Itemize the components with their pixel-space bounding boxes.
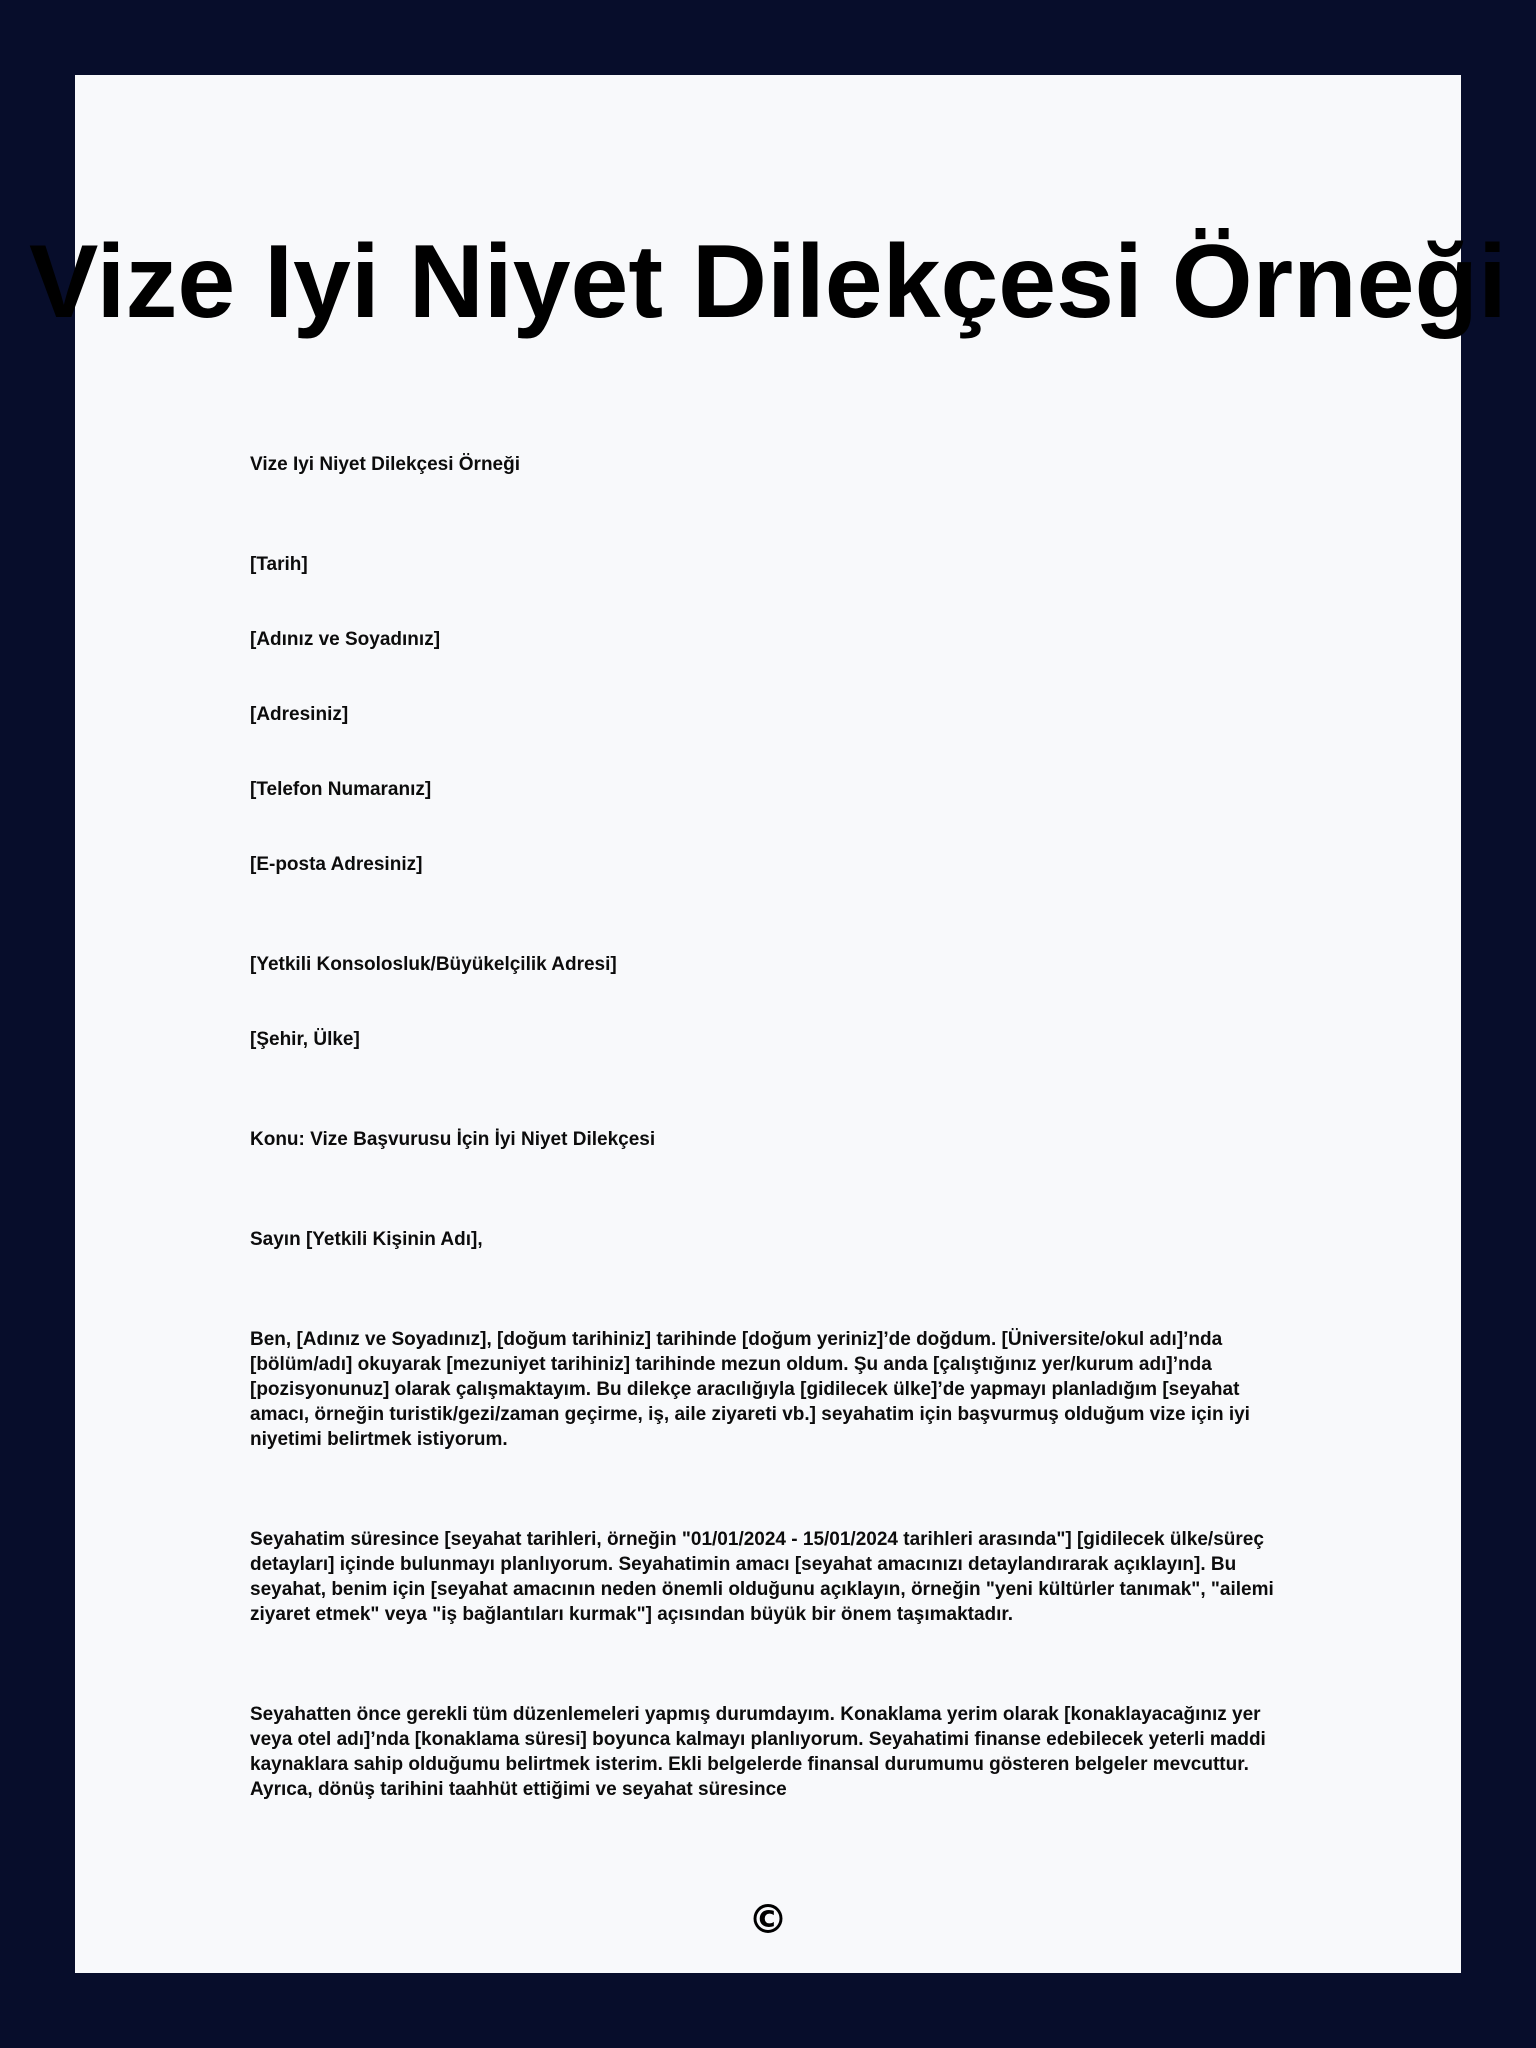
letter-paragraph-2: Seyahatim süresince [seyahat tarihleri, örneğin "01/01/2024 - 15/01/2024 tarihleri arasında"] [gidilecek ülke/süreç detayları] içinde bulunmayı planlıyorum. Seyahatimin amacı [seyahat amacınızı detaylandırarak açıklayın]. Bu seyahat, benim için [seyahat amacının neden önemli olduğunu açıklayın, örneğin "yeni kültürler tanımak", "ailemi ziyaret etmek" veya "iş bağlantıları kurmak"] açısından büyük bir önem taşımaktadır. bbox=[250, 1529, 1274, 1625]
letter-body bbox=[250, 452, 1290, 1802]
sender-name: [Adınız ve Soyadınız] bbox=[250, 629, 441, 650]
letter-heading: Vize Iyi Niyet Dilekçesi Örneği bbox=[250, 454, 520, 475]
sender-address: [Adresiniz] bbox=[250, 704, 349, 725]
recipient-address: [Yetkili Konsolosluk/Büyükelçilik Adresi] bbox=[250, 954, 617, 975]
copyright-icon: © bbox=[748, 1897, 788, 1943]
sender-email: [E-posta Adresiniz] bbox=[250, 854, 423, 875]
sender-phone: [Telefon Numaranız] bbox=[250, 779, 432, 800]
letter-subject: Konu: Vize Başvurusu İçin İyi Niyet Dilekçesi bbox=[250, 1129, 656, 1150]
page-title: Vize Iyi Niyet Dilekçesi Örneği bbox=[29, 224, 1507, 340]
letter-paragraph-1: Ben, [Adınız ve Soyadınız], [doğum tarihiniz] tarihinde [doğum yeriniz]’de doğdum. [Üniversite/okul adı]’nda [bölüm/adı] okuyarak [mezuniyet tarihiniz] tarihinde mezun oldum. Şu anda [çalıştığınız yer/kurum adı]’nda [pozisyonunuz] olarak çalışmaktayım. Bu dilekçe aracılığıyla [gidilecek ülke]’de yapmayı planladığım [seyahat amacı, örneğin turistik/gezi/zaman geçirme, iş, aile ziyareti vb.] seyahatim için başvurmuş olduğum vize için iyi niyetimi belirtmek istiyorum. bbox=[250, 1329, 1250, 1450]
letter-paragraph-3: Seyahatten önce gerekli tüm düzenlemeleri yapmış durumdayım. Konaklama yerim olarak [konaklayacağınız yer veya otel adı]’nda [konaklama süresi] boyunca kalmayı planlıyorum. Seyahatimi finanse edebilecek yeterli maddi kaynaklara sahip olduğumu belirtmek isterim. Ekli belgelerde finansal durumumu gösteren belgeler mevcuttur. Ayrıca, dönüş tarihini taahhüt ettiğimi ve seyahat süresince bbox=[250, 1704, 1266, 1800]
recipient-city: [Şehir, Ülke] bbox=[250, 1029, 360, 1050]
letter-salutation: Sayın [Yetkili Kişinin Adı], bbox=[250, 1229, 483, 1250]
letter-date: [Tarih] bbox=[250, 554, 308, 575]
